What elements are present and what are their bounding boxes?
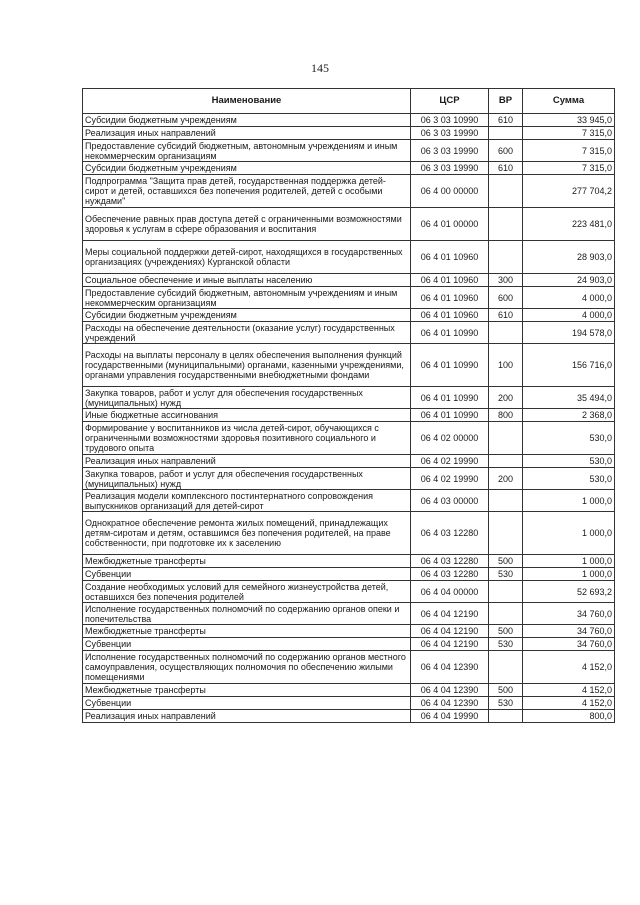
table-row bbox=[83, 309, 615, 322]
csr-cell: 06 3 03 19990 bbox=[411, 140, 489, 162]
name-cell: Формирование у воспитанников из числа детей-сирот, обучающихся с ограниченными возможностями здоровья позитивного социального и трудового опыта bbox=[83, 422, 411, 455]
csr-cell: 06 4 01 00000 bbox=[411, 208, 489, 241]
name-cell: Межбюджетные трансферты bbox=[83, 684, 411, 697]
name-cell: Межбюджетные трансферты bbox=[83, 555, 411, 568]
name-cell: Исполнение государственных полномочий по содержанию органов опеки и попечительства bbox=[83, 603, 411, 625]
vr-cell: 530 bbox=[489, 697, 523, 710]
sum-cell: 194 578,0 bbox=[523, 322, 615, 344]
budget-table bbox=[82, 88, 615, 723]
name-cell: Субсидии бюджетным учреждениям bbox=[83, 114, 411, 127]
csr-cell: 06 4 02 19990 bbox=[411, 468, 489, 490]
csr-cell: 06 4 02 00000 bbox=[411, 422, 489, 455]
csr-cell: 06 4 00 00000 bbox=[411, 175, 489, 208]
vr-cell: 500 bbox=[489, 684, 523, 697]
csr-cell: 06 4 03 12280 bbox=[411, 568, 489, 581]
csr-cell: 06 4 04 12390 bbox=[411, 697, 489, 710]
sum-cell: 4 152,0 bbox=[523, 697, 615, 710]
name-cell: Субсидии бюджетным учреждениям bbox=[83, 309, 411, 322]
vr-cell: 610 bbox=[489, 309, 523, 322]
table-row bbox=[83, 638, 615, 651]
table-row bbox=[83, 208, 615, 241]
vr-cell bbox=[489, 322, 523, 344]
csr-cell: 06 4 04 12190 bbox=[411, 638, 489, 651]
name-cell: Субвенции bbox=[83, 697, 411, 710]
table-row bbox=[83, 512, 615, 555]
vr-cell bbox=[489, 208, 523, 241]
sum-cell: 2 368,0 bbox=[523, 409, 615, 422]
table-row bbox=[83, 114, 615, 127]
name-cell: Субвенции bbox=[83, 568, 411, 581]
vr-cell: 200 bbox=[489, 468, 523, 490]
table-row bbox=[83, 175, 615, 208]
csr-cell: 06 4 04 12390 bbox=[411, 684, 489, 697]
vr-cell: 600 bbox=[489, 140, 523, 162]
csr-cell: 06 4 01 10960 bbox=[411, 287, 489, 309]
vr-cell bbox=[489, 175, 523, 208]
header-vr: ВР bbox=[489, 89, 523, 114]
table-row bbox=[83, 581, 615, 603]
table-row bbox=[83, 322, 615, 344]
sum-cell: 4 152,0 bbox=[523, 684, 615, 697]
table-body bbox=[83, 114, 615, 723]
vr-cell bbox=[489, 490, 523, 512]
vr-cell bbox=[489, 651, 523, 684]
vr-cell: 500 bbox=[489, 625, 523, 638]
csr-cell: 06 4 04 12390 bbox=[411, 651, 489, 684]
vr-cell: 610 bbox=[489, 114, 523, 127]
vr-cell bbox=[489, 241, 523, 274]
vr-cell: 530 bbox=[489, 638, 523, 651]
sum-cell: 156 716,0 bbox=[523, 344, 615, 387]
sum-cell: 7 315,0 bbox=[523, 127, 615, 140]
name-cell: Иные бюджетные ассигнования bbox=[83, 409, 411, 422]
table-row bbox=[83, 625, 615, 638]
table-row bbox=[83, 409, 615, 422]
table-row bbox=[83, 710, 615, 723]
table-row bbox=[83, 490, 615, 512]
header-csr: ЦСР bbox=[411, 89, 489, 114]
name-cell: Субсидии бюджетным учреждениям bbox=[83, 162, 411, 175]
vr-cell: 610 bbox=[489, 162, 523, 175]
table-row bbox=[83, 455, 615, 468]
name-cell: Межбюджетные трансферты bbox=[83, 625, 411, 638]
name-cell: Исполнение государственных полномочий по содержанию органов местного самоуправления, осуществляющих полномочия по обеспечению жилыми помещениями bbox=[83, 651, 411, 684]
sum-cell: 1 000,0 bbox=[523, 568, 615, 581]
csr-cell: 06 4 04 12190 bbox=[411, 625, 489, 638]
table-row bbox=[83, 241, 615, 274]
sum-cell: 28 903,0 bbox=[523, 241, 615, 274]
csr-cell: 06 3 03 19990 bbox=[411, 127, 489, 140]
header-name: Наименование bbox=[83, 89, 411, 114]
csr-cell: 06 3 03 10990 bbox=[411, 114, 489, 127]
name-cell: Социальное обеспечение и иные выплаты населению bbox=[83, 274, 411, 287]
csr-cell: 06 4 01 10960 bbox=[411, 274, 489, 287]
vr-cell: 300 bbox=[489, 274, 523, 287]
csr-cell: 06 4 03 00000 bbox=[411, 490, 489, 512]
table-row bbox=[83, 344, 615, 387]
name-cell: Закупка товаров, работ и услуг для обеспечения государственных (муниципальных) нужд bbox=[83, 387, 411, 409]
table-row bbox=[83, 274, 615, 287]
csr-cell: 06 4 04 12190 bbox=[411, 603, 489, 625]
name-cell: Меры социальной поддержки детей-сирот, находящихся в государственных организациях (учреждениях) Курганской области bbox=[83, 241, 411, 274]
csr-cell: 06 4 01 10960 bbox=[411, 309, 489, 322]
csr-cell: 06 4 04 19990 bbox=[411, 710, 489, 723]
table-row bbox=[83, 603, 615, 625]
header-sum: Сумма bbox=[523, 89, 615, 114]
sum-cell: 7 315,0 bbox=[523, 140, 615, 162]
name-cell: Закупка товаров, работ и услуг для обеспечения государственных (муниципальных) нужд bbox=[83, 468, 411, 490]
vr-cell: 200 bbox=[489, 387, 523, 409]
csr-cell: 06 4 01 10990 bbox=[411, 387, 489, 409]
name-cell: Обеспечение равных прав доступа детей с ограниченными возможностями здоровья к услугам в сфере образования и воспитания bbox=[83, 208, 411, 241]
sum-cell: 34 760,0 bbox=[523, 603, 615, 625]
table-header-row bbox=[83, 89, 615, 114]
csr-cell: 06 4 01 10990 bbox=[411, 409, 489, 422]
csr-cell: 06 4 01 10990 bbox=[411, 322, 489, 344]
table-row bbox=[83, 387, 615, 409]
csr-cell: 06 4 03 12280 bbox=[411, 555, 489, 568]
vr-cell bbox=[489, 603, 523, 625]
sum-cell: 34 760,0 bbox=[523, 638, 615, 651]
name-cell: Субвенции bbox=[83, 638, 411, 651]
vr-cell bbox=[489, 512, 523, 555]
sum-cell: 35 494,0 bbox=[523, 387, 615, 409]
sum-cell: 1 000,0 bbox=[523, 555, 615, 568]
name-cell: Расходы на обеспечение деятельности (оказание услуг) государственных учреждений bbox=[83, 322, 411, 344]
vr-cell: 500 bbox=[489, 555, 523, 568]
name-cell: Предоставление субсидий бюджетным, автономным учреждениям и иным некоммерческим организациям bbox=[83, 287, 411, 309]
csr-cell: 06 3 03 19990 bbox=[411, 162, 489, 175]
csr-cell: 06 4 01 10990 bbox=[411, 344, 489, 387]
csr-cell: 06 4 03 12280 bbox=[411, 512, 489, 555]
vr-cell: 530 bbox=[489, 568, 523, 581]
vr-cell: 100 bbox=[489, 344, 523, 387]
table-row bbox=[83, 422, 615, 455]
vr-cell: 800 bbox=[489, 409, 523, 422]
page-number: 145 bbox=[311, 61, 329, 75]
table-row bbox=[83, 127, 615, 140]
sum-cell: 1 000,0 bbox=[523, 490, 615, 512]
vr-cell bbox=[489, 581, 523, 603]
sum-cell: 4 000,0 bbox=[523, 287, 615, 309]
table-row bbox=[83, 287, 615, 309]
sum-cell: 4 152,0 bbox=[523, 651, 615, 684]
table-row bbox=[83, 568, 615, 581]
sum-cell: 530,0 bbox=[523, 455, 615, 468]
sum-cell: 1 000,0 bbox=[523, 512, 615, 555]
name-cell: Создание необходимых условий для семейного жизнеустройства детей, оставшихся без попечения родителей bbox=[83, 581, 411, 603]
sum-cell: 800,0 bbox=[523, 710, 615, 723]
table-row bbox=[83, 468, 615, 490]
name-cell: Предоставление субсидий бюджетным, автономным учреждениям и иным некоммерческим организациям bbox=[83, 140, 411, 162]
name-cell: Реализация иных направлений bbox=[83, 710, 411, 723]
sum-cell: 4 000,0 bbox=[523, 309, 615, 322]
table-row bbox=[83, 555, 615, 568]
name-cell: Реализация иных направлений bbox=[83, 455, 411, 468]
name-cell: Однократное обеспечение ремонта жилых помещений, принадлежащих детям-сиротам и детям, оставшимся без попечения родителей, на праве собственности, при подготовке их к заселению bbox=[83, 512, 411, 555]
name-cell: Расходы на выплаты персоналу в целях обеспечения выполнения функций государственными (муниципальными) органами, казенными учреждениями, органами управления государственными внебюджетными фондами bbox=[83, 344, 411, 387]
sum-cell: 7 315,0 bbox=[523, 162, 615, 175]
csr-cell: 06 4 01 10960 bbox=[411, 241, 489, 274]
vr-cell bbox=[489, 127, 523, 140]
csr-cell: 06 4 02 19990 bbox=[411, 455, 489, 468]
sum-cell: 33 945,0 bbox=[523, 114, 615, 127]
sum-cell: 52 693,2 bbox=[523, 581, 615, 603]
table-row bbox=[83, 162, 615, 175]
sum-cell: 530,0 bbox=[523, 468, 615, 490]
vr-cell bbox=[489, 710, 523, 723]
name-cell: Реализация иных направлений bbox=[83, 127, 411, 140]
csr-cell: 06 4 04 00000 bbox=[411, 581, 489, 603]
vr-cell: 600 bbox=[489, 287, 523, 309]
table-row bbox=[83, 140, 615, 162]
vr-cell bbox=[489, 422, 523, 455]
table-row bbox=[83, 684, 615, 697]
vr-cell bbox=[489, 455, 523, 468]
sum-cell: 223 481,0 bbox=[523, 208, 615, 241]
name-cell: Реализация модели комплексного постинтернатного сопровождения выпускников организаций для детей-сирот bbox=[83, 490, 411, 512]
table-row bbox=[83, 697, 615, 710]
sum-cell: 24 903,0 bbox=[523, 274, 615, 287]
name-cell: Подпрограмма "Защита прав детей, государственная поддержка детей-сирот и детей, оставшихся без попечения родителей, детей с особыми нуждами" bbox=[83, 175, 411, 208]
sum-cell: 277 704,2 bbox=[523, 175, 615, 208]
sum-cell: 34 760,0 bbox=[523, 625, 615, 638]
table-row bbox=[83, 651, 615, 684]
sum-cell: 530,0 bbox=[523, 422, 615, 455]
